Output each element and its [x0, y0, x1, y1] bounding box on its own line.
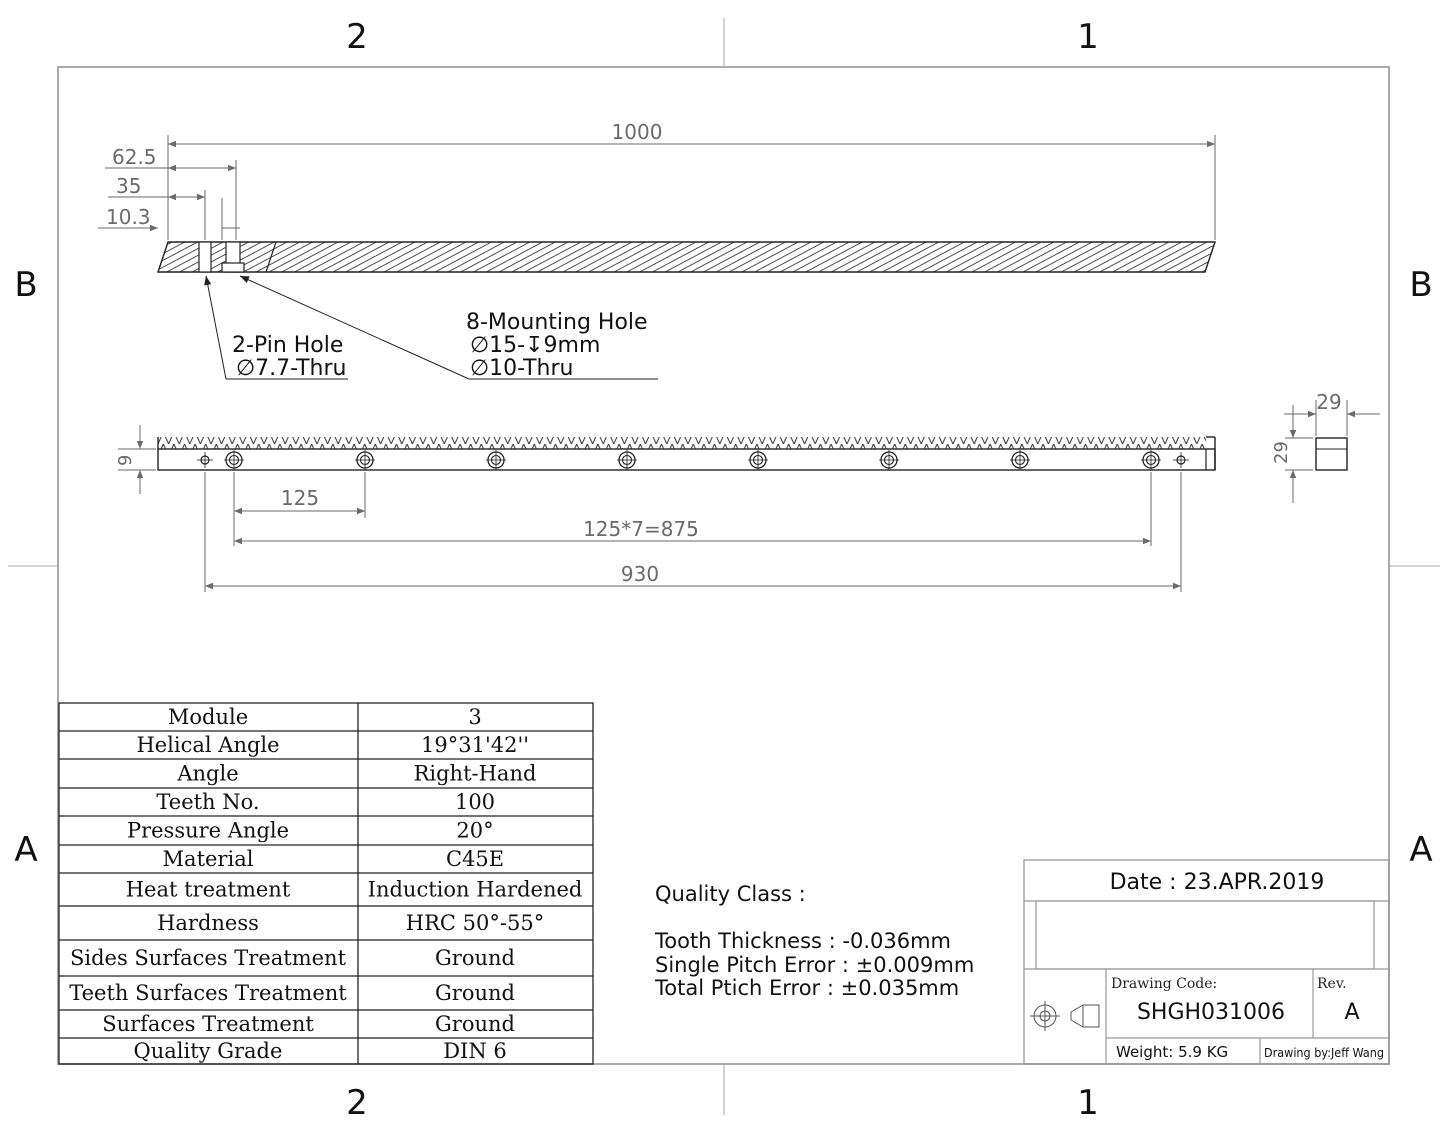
title-date: Date : 23.APR.2019 [1109, 870, 1325, 895]
spec-label: Pressure Angle [126, 818, 290, 843]
spec-value: 20° [456, 818, 494, 843]
spec-label: Module [167, 705, 249, 729]
spec-label: Quality Grade [133, 1039, 283, 1063]
spec-value: DIN 6 [443, 1039, 507, 1063]
quality-line-1: Tooth Thickness : -0.036mm [655, 929, 951, 953]
spec-label: Angle [177, 761, 239, 786]
weight: Weight: 5.9 KG [1116, 1043, 1229, 1061]
spec-label: Hardness [157, 911, 259, 935]
dim-tooth-height: 9 [115, 454, 136, 466]
spec-value: Induction Hardened [367, 877, 583, 902]
dim-35: 35 [116, 174, 142, 198]
spec-value: Right-Hand [413, 761, 537, 786]
spec-label: Heat treatment [125, 877, 291, 902]
spec-value: Ground [435, 1012, 515, 1036]
quality-line-2: Single Pitch Error : ±0.009mm [655, 953, 975, 977]
spec-label: Sides Surfaces Treatment [69, 946, 347, 970]
third-angle-projection-icon [1030, 1001, 1099, 1031]
zone-bottom-1: 1 [1077, 1083, 1099, 1123]
dim-hole-span: 125*7=875 [583, 517, 699, 541]
callout-pin-hole-dia: ∅7.7-Thru [236, 356, 347, 381]
side-view [1316, 438, 1347, 470]
rev-label: Rev. [1317, 976, 1347, 992]
drawn-by: Drawing by:Jeff Wang [1264, 1046, 1384, 1060]
title-block [1024, 860, 1389, 1064]
quality-line-3: Total Ptich Error : ±0.035mm [655, 976, 960, 1000]
callout-mounting-hole-thru: ∅10-Thru [470, 356, 574, 381]
quality-title: Quality Class : [655, 882, 806, 906]
rev-value: A [1344, 1000, 1360, 1025]
spec-label: Teeth Surfaces Treatment [69, 981, 347, 1005]
drawing-code-label: Drawing Code: [1111, 976, 1218, 992]
drawing-code: SHGH031006 [1136, 1000, 1286, 1025]
spec-label: Teeth No. [156, 790, 260, 814]
spec-label: Material [162, 847, 254, 871]
dim-pin-span: 930 [620, 562, 660, 586]
dim-height: 29 [1271, 441, 1292, 464]
dim-62-5: 62.5 [112, 145, 157, 169]
spec-table [59, 703, 593, 1064]
spec-value: 100 [454, 790, 496, 814]
spec-value: HRC 50°-55° [405, 911, 545, 935]
spec-label: Helical Angle [136, 733, 280, 757]
zone-top-1: 1 [1077, 17, 1099, 57]
zone-left-a: A [14, 830, 38, 870]
callout-mounting-hole-title: 8-Mounting Hole [466, 310, 648, 335]
zone-left-b: B [14, 265, 38, 305]
spec-label: Surfaces Treatment [102, 1012, 314, 1036]
dim-10-3: 10.3 [106, 205, 151, 229]
spec-value: C45E [445, 847, 505, 871]
zone-right-a: A [1409, 830, 1433, 870]
zone-top-2: 2 [346, 17, 368, 57]
spec-value: Ground [435, 981, 515, 1005]
front-view [158, 437, 1215, 470]
section-view [158, 242, 1215, 272]
dim-width: 29 [1316, 390, 1342, 414]
zone-bottom-2: 2 [346, 1083, 368, 1123]
spec-value: 19°31'42'' [421, 733, 529, 757]
callout-mounting-hole-cbore: ∅15-↧9mm [470, 333, 601, 358]
dim-overall-length: 1000 [611, 120, 663, 144]
zone-right-b: B [1409, 265, 1433, 305]
spec-value: 3 [468, 705, 482, 729]
dim-pitch: 125 [280, 486, 320, 510]
callout-pin-hole-title: 2-Pin Hole [232, 333, 344, 358]
spec-value: Ground [435, 946, 515, 970]
